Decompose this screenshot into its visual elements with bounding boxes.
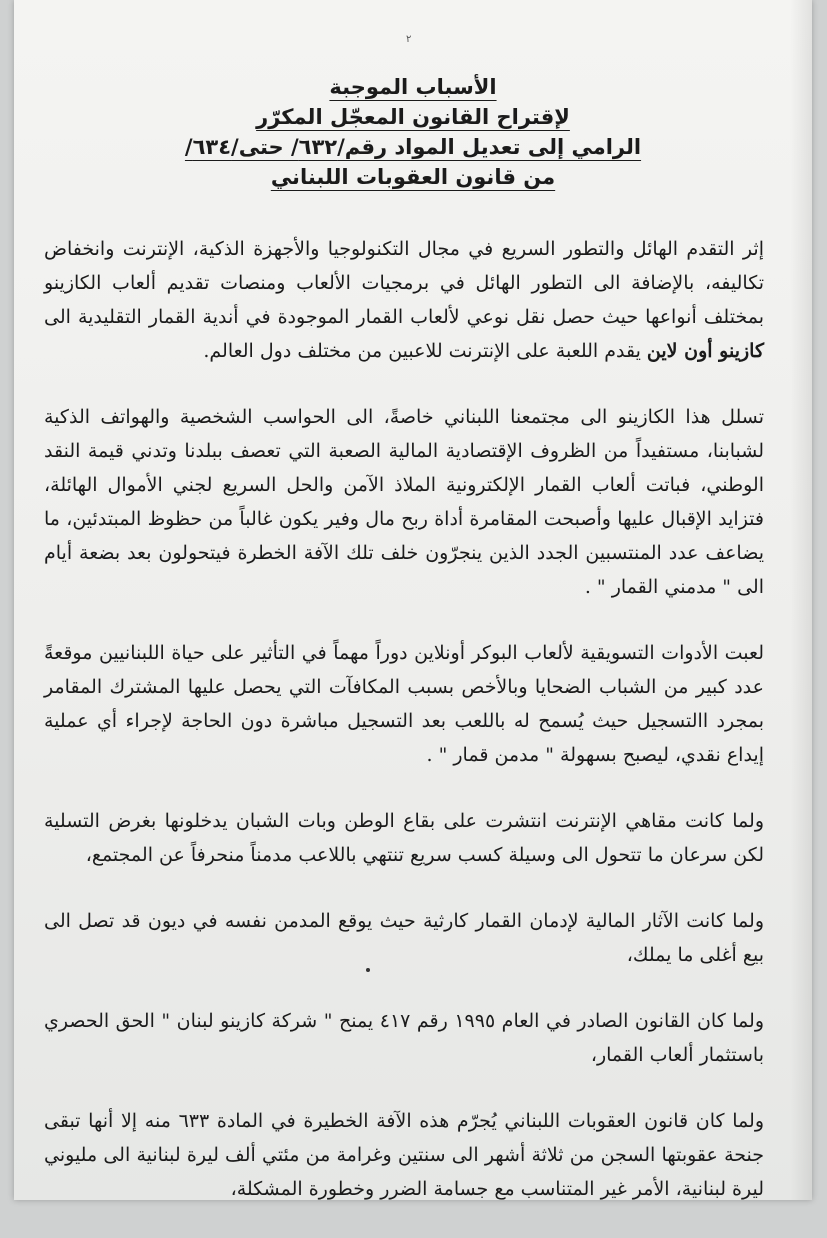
paragraph-6-text: ولما كان القانون الصادر في العام ١٩٩٥ رقم ٤١٧ يمنح " شركة كازينو لبنان " الحق الحصري باستثمار ألعاب القمار، [44,1010,765,1066]
document-page [14,0,812,1200]
document-title [14,72,812,192]
title-line-1: الأسباب الموجبة [329,75,497,99]
document-body [44,232,764,1238]
paragraph-2 [44,400,764,604]
stray-ink-dot [366,968,370,972]
paragraph-5-text: ولما كانت الآثار المالية لإدمان القمار كارثية حيث يوقع المدمن نفسه في ديون قد تصل الى بيع أغلى ما يملك، [44,910,764,966]
paragraph-3-text: لعبت الأدوات التسويقية لألعاب البوكر أونلاين دوراً مهماً في التأثير على حياة اللبنانيين موقعةً عدد كبير من الشباب الضحايا وبالأخص بسبب المكافآت التي يحصل عليها المشترك المقامر بمجرد االتسجيل حيث يُسمح له باللعب بعد التسجيل مباشرة دون الحاجة لإجراء أي عملية إيداع نقدي، ليصبح بسهولة " مدمن قمار " . [44,642,764,766]
paragraph-1 [44,232,764,368]
paragraph-1-bold-term: كازينو أون لاين [646,340,764,362]
paragraph-2-text: تسلل هذا الكازينو الى مجتمعنا اللبناني خاصةً، الى الحواسب الشخصية والهواتف الذكية لشبابنا، مستفيداً من الظروف الإقتصادية المالية الصعبة التي تعصف ببلدنا وتدني قيمة النقد الوطني، فباتت ألعاب القمار الإلكترونية الملاذ الآمن والحل السريع لجني الأموال الهائلة، فتزايد الإقبال عليها وأصبحت المقامرة أداة ربح مال وفير يكون غالباً من حظوظ المبتدئين، ما يضاعف عدد المنتسبين الجدد الذين ينجرّون خلف تلك الآفة الخطرة فيتحولون بعد بضعة أيام الى " مدمني القمار " . [44,406,764,598]
paragraph-4 [44,804,764,872]
page-marker: ٢ [406,34,412,45]
paragraph-7 [44,1104,764,1206]
paragraph-3 [44,636,764,772]
title-line-2: لإقتراح القانون المعجّل المكرّر [256,105,570,129]
title-line-3: الرامي إلى تعديل المواد رقم/٦٣٢/ حتى/٦٣٤/ [184,135,642,159]
paragraph-4-text: ولما كانت مقاهي الإنترنت انتشرت على بقاع الوطن وبات الشبان يدخلونها بغرض التسلية لكن سرعان ما تتحول الى وسيلة كسب سريع تنتهي باللاعب مدمناً منحرفاً عن المجتمع، [44,810,764,866]
paragraph-1-text-end: يقدم اللعبة على الإنترنت للاعبين من مختلف دول العالم. [203,340,647,362]
paragraph-7-text: ولما كان قانون العقوبات اللبناني يُجرّم هذه الآفة الخطيرة في المادة ٦٣٣ منه إلا أنها تبقى جنحة عقوبتها السجن من ثلاثة أشهر الى سنتين وغرامة من مئتي ألف ليرة لبنانية الى مليوني ليرة لبنانية، الأمر غير المتناسب مع جسامة الضرر وخطورة المشكلة، [44,1110,764,1200]
paragraph-1-text-start: إثر التقدم الهائل والتطور السريع في مجال التكنولوجيا والأجهزة الذكية، الإنترنت وانخفاض تكاليفه، بالإضافة الى التطور الهائل في برمجيات الألعاب ومنصات تقديم ألعاب الكازينو بمختلف أنواعها حيث حصل نقل نوعي لألعاب القمار الموجودة في أندية القمار التقليدية الى [44,238,764,328]
title-line-4: من قانون العقوبات اللبناني [270,165,556,189]
paragraph-5 [44,904,764,972]
paragraph-6 [44,1004,764,1072]
